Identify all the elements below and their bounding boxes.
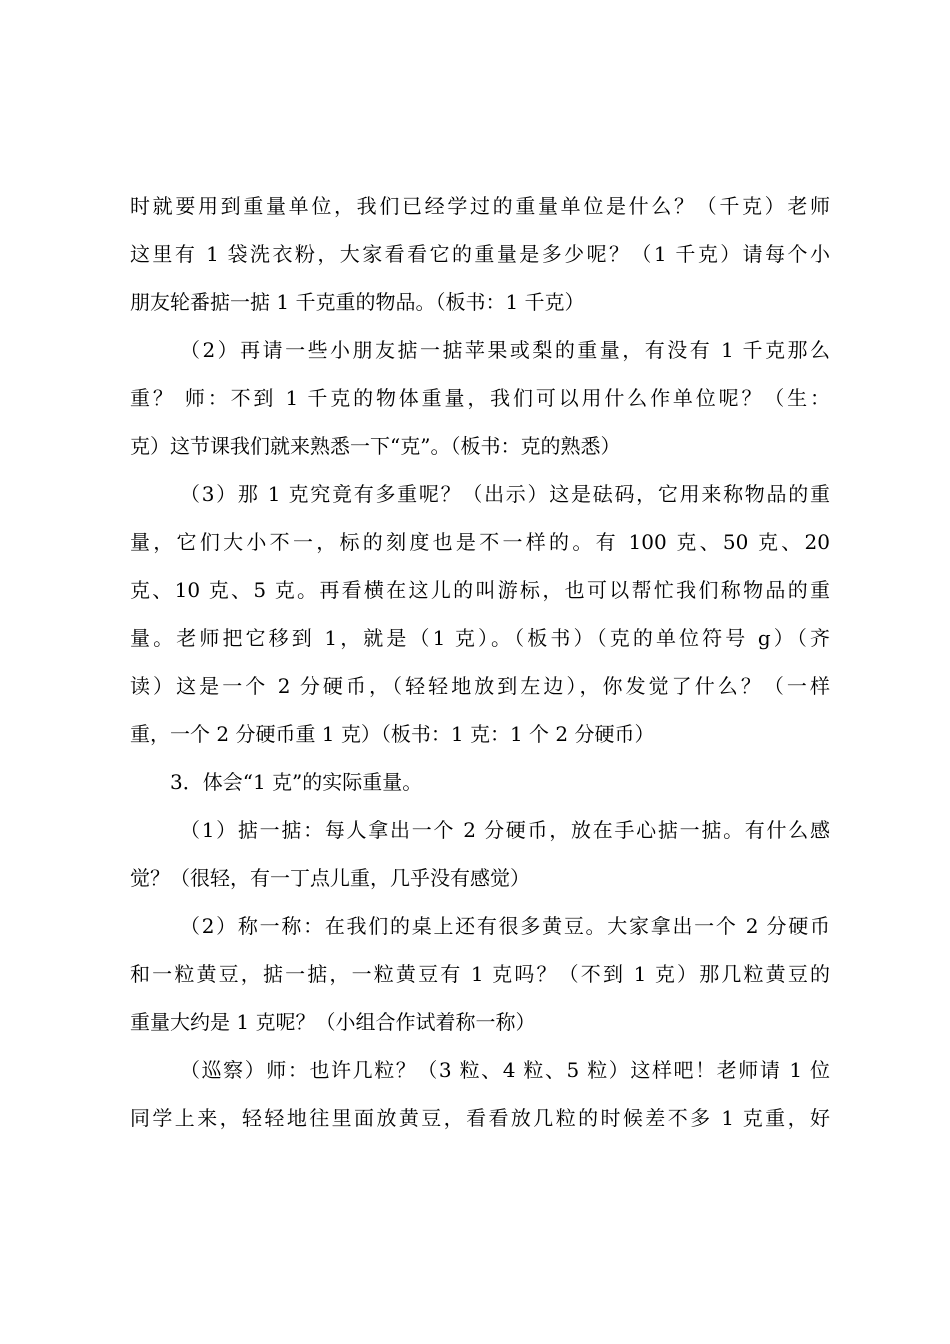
text-line: 同学上来，轻轻地往里面放黄豆，看看放几粒的时候差不多 1 克重，好 bbox=[130, 1106, 830, 1130]
text-line: 量，它们大小不一，标的刻度也是不一样的。有 100 克、50 克、20 bbox=[130, 530, 830, 554]
text-line: 读）这是一个 2 分硬币，（轻轻地放到左边），你发觉了什么？（一样 bbox=[130, 674, 830, 698]
text-line: （3）那 1 克究竟有多重呢？（出示）这是砝码，它用来称物品的重 bbox=[180, 482, 830, 506]
text-line: 这里有 1 袋洗衣粉，大家看看它的重量是多少呢？（1 千克）请每个小 bbox=[130, 242, 830, 266]
text-line: 重量大约是 1 克呢？（小组合作试着称一称） bbox=[130, 1010, 536, 1034]
text-line: 朋友轮番掂一掂 1 千克重的物品。（板书：1 千克） bbox=[130, 290, 585, 314]
text-line: 量。老师把它移到 1，就是（1 克）。（板书）（克的单位符号 g）（齐 bbox=[130, 626, 830, 650]
text-line: 克）这节课我们就来熟悉一下“克”。（板书：克的熟悉） bbox=[130, 434, 621, 458]
text-line: 时就要用到重量单位，我们已经学过的重量单位是什么？（千克）老师 bbox=[130, 194, 830, 218]
text-line: 克、10 克、5 克。再看横在这儿的叫游标，也可以帮忙我们称物品的重 bbox=[130, 578, 830, 602]
section-heading: 3．体会“1 克”的实际重量。 bbox=[170, 770, 423, 794]
text-line: 觉？（很轻，有一丁点儿重，几乎没有感觉） bbox=[130, 866, 530, 890]
text-line: 重？ 师：不到 1 千克的物体重量，我们可以用什么作单位呢？（生： bbox=[130, 386, 830, 410]
text-line: （2）称一称：在我们的桌上还有很多黄豆。大家拿出一个 2 分硬币 bbox=[180, 914, 830, 938]
text-line: 和一粒黄豆，掂一掂，一粒黄豆有 1 克吗？（不到 1 克）那几粒黄豆的 bbox=[130, 962, 830, 986]
text-line: （1）掂一掂：每人拿出一个 2 分硬币，放在手心掂一掂。有什么感 bbox=[180, 818, 830, 842]
text-line: （2）再请一些小朋友掂一掂苹果或梨的重量，有没有 1 千克那么 bbox=[180, 338, 830, 362]
text-line: （巡察）师：也许几粒？（3 粒、4 粒、5 粒）这样吧！老师请 1 位 bbox=[180, 1058, 830, 1082]
document-body bbox=[130, 182, 830, 1142]
text-line: 重，一个 2 分硬币重 1 克）（板书：1 克：1 个 2 分硬币） bbox=[130, 722, 655, 746]
